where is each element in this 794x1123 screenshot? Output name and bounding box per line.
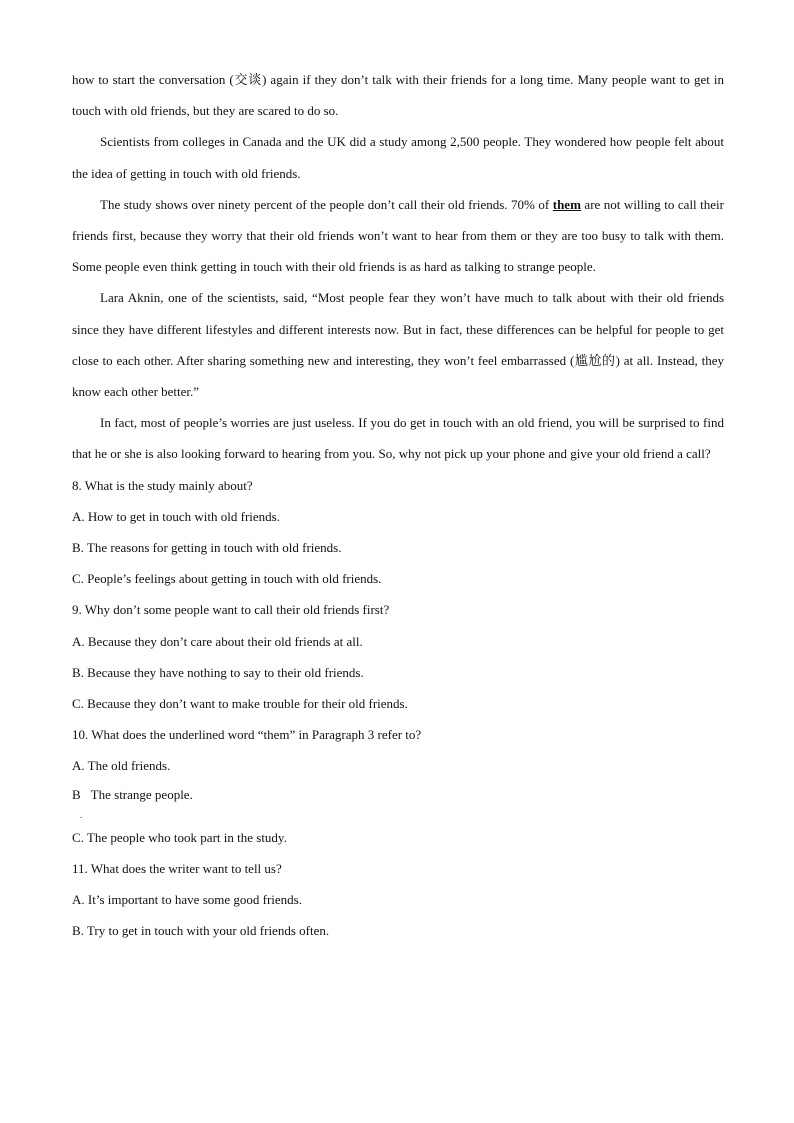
passage-paragraph-1: Scientists from colleges in Canada and the UK did a study among 2,500 people. They wondered how people felt about the idea of getting in touch with old friends.	[72, 134, 724, 181]
question-stem: 9. Why don’t some people want to call their old friends first?	[72, 602, 390, 618]
option-b: B. Because they have nothing to say to their old friends.	[72, 664, 364, 680]
question-stem: 11. What does the writer want to tell us?	[72, 860, 282, 876]
option-a: A. It’s important to have some good friends.	[72, 892, 302, 908]
option-a: A. How to get in touch with old friends.	[72, 508, 280, 524]
question-11	[72, 853, 724, 947]
chinese-gloss: 交谈	[233, 72, 263, 87]
passage-paragraph-4: In fact, most of people’s worries are just useless. If you do get in touch with an old friend, you will be surprised to find that he or she is also looking forward to hearing from you. So, why not pick up your phone and give your old friend a call?	[72, 415, 724, 462]
paragraph-text: ) at all. Instead, they know each other better.”	[72, 352, 724, 400]
option-letter: B	[72, 786, 81, 802]
question-9	[72, 594, 724, 719]
option-c: C. Because they don’t want to make trouble for their old friends.	[72, 696, 408, 712]
option-a: A. Because they don’t care about their old friends at all.	[72, 633, 363, 649]
question-8	[72, 470, 724, 595]
stray-dot: .	[80, 809, 83, 820]
option-b: B. The reasons for getting in touch with old friends.	[72, 540, 342, 556]
paragraph-text: are not willing to call their friends first, because they worry that their old friends won’t want to hear from them or they are too busy to talk with them. Some people even think getting in touch with their old friends is as hard as talking to strange people.	[72, 196, 725, 275]
paragraph-text: how to start the conversation (	[72, 72, 234, 87]
passage-paragraph-0	[72, 64, 724, 126]
paragraph-text: Lara Aknin, one of the scientists, said, “Most people fear they won’t have much to talk about with their old friends since they have different lifestyles and different interests now. But in fact, these differences can be helpful for people to get close to each other. After sharing something new and interesting, they won’t feel embarrassed (	[72, 290, 724, 368]
passage-paragraph-3	[72, 282, 724, 407]
option-b: B. Try to get in touch with your old friends often.	[72, 923, 330, 939]
underlined-word: them	[552, 196, 581, 212]
option-c: C. The people who took part in the study.	[72, 829, 287, 845]
option-a: A. The old friends.	[72, 758, 171, 774]
paragraph-text: The study shows over ninety percent of the people don’t call their old friends. 70% of	[100, 196, 553, 212]
option-b	[72, 782, 724, 808]
paragraph-text: ) again if they don’t talk with their friends for a long time. Many people want to get in touch with old friends, but they are scared to do so.	[72, 72, 724, 119]
question-stem: 8. What is the study mainly about?	[72, 477, 253, 493]
question-10	[72, 719, 724, 853]
passage-paragraph-2	[72, 189, 724, 283]
document-page	[72, 64, 724, 946]
question-stem: 10. What does the underlined word “them” in Paragraph 3 refer to?	[72, 727, 422, 743]
chinese-gloss: 尴尬的	[574, 352, 616, 368]
option-c: C. People’s feelings about getting in touch with old friends.	[72, 571, 382, 587]
option-text: The strange people.	[90, 786, 193, 802]
